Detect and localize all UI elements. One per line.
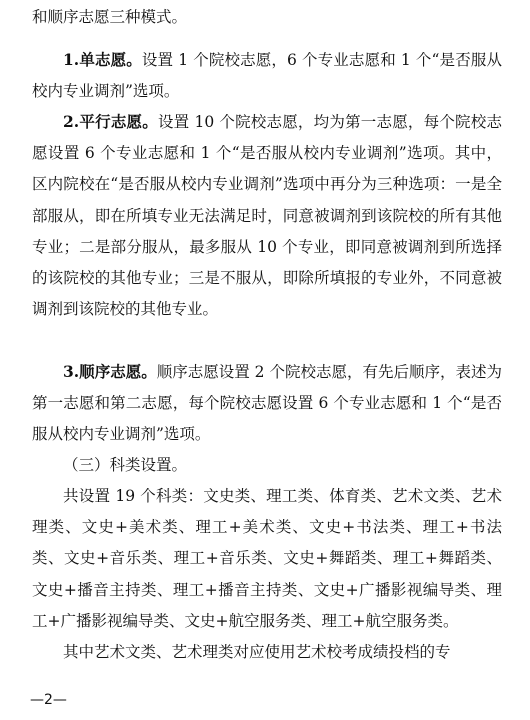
paragraph-sequential-choice	[32, 356, 502, 451]
paragraph-label: 1.单志愿。	[63, 50, 142, 69]
paragraph-text: 其中艺术文类、艺术理类对应使用艺术校考成绩投档的专	[63, 643, 451, 661]
paragraph-text: 设置 10 个院校志愿，均为第一志愿，每个院校志愿设置 6 个专业志愿和 1 个“是否服从校内专业调剂”选项。其中，区内院校在“是否服从校内专业调剂”选项中再分为三种选项：一是全部服从，即在所填专业无法满足时，同意被调剂到该院校的所有其他专业；二是部分服从，最多服从 10 个专业，即同意被调剂到所选择的该院校的其他专业；三是不服从，即除所填报的专业外，不同意被调剂到该院校的其他专业。	[32, 113, 502, 319]
paragraph-label: 3.顺序志愿。	[63, 362, 157, 381]
paragraph-single-choice	[32, 44, 502, 107]
paragraph-intro-tail	[32, 2, 502, 33]
paragraph-text: 共设置 19 个科类：文史类、理工类、体育类、艺术文类、艺术理类、文史+美术类、理工+美术类、文史+书法类、理工+书法类、文史+音乐类、理工+音乐类、文史+舞蹈类、理工+舞蹈类、文史+播音主持类、理工+播音主持类、文史+广播影视编导类、理工+广播影视编导类、文史+航空服务类、理工+航空服务类。	[32, 487, 502, 630]
paragraph-parallel-choice	[32, 106, 502, 325]
paragraph-subject-list	[32, 481, 502, 637]
paragraph-text: 顺序志愿设置 2 个院校志愿，有先后顺序，表述为第一志愿和第二志愿，每个院校志愿设置 6 个专业志愿和 1 个“是否服从校内专业调剂”选项。	[32, 363, 502, 444]
section-heading-subjects	[32, 450, 502, 481]
paragraph-art-subjects	[32, 637, 502, 668]
page-number: —2—	[30, 692, 67, 708]
paragraph-text: （三）科类设置。	[63, 456, 188, 474]
paragraph-label: 2.平行志愿。	[63, 112, 158, 131]
paragraph-text: 设置 1 个院校志愿，6 个专业志愿和 1 个“是否服从校内专业调剂”选项。	[32, 51, 502, 101]
paragraph-text: 和顺序志愿三种模式。	[32, 8, 188, 26]
